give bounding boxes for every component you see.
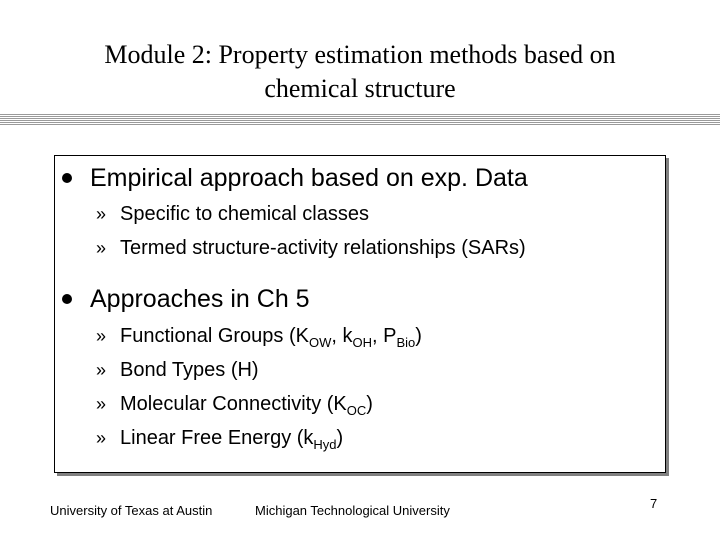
sub-bullet-marker-icon: » xyxy=(96,204,107,224)
sub-bullet-1-1: Specific to chemical classes xyxy=(120,203,369,225)
footer-left: University of Texas at Austin xyxy=(50,503,213,518)
bullet-2-text: Approaches in Ch 5 xyxy=(90,285,310,313)
sub-bullet-marker-icon: » xyxy=(96,326,107,346)
footer-center: Michigan Technological University xyxy=(255,503,450,518)
title-line-2: chemical structure xyxy=(264,74,456,103)
bullet-dot-icon xyxy=(62,173,72,183)
bullet-dot-icon xyxy=(62,294,72,304)
sub-bullet-2-2: Bond Types (H) xyxy=(120,359,259,381)
sub-bullet-2-1: Functional Groups ($K_{OW}$, $k_{OH}$, $P_{Bio}$) xyxy=(120,325,422,350)
sub-bullet-2-4: Linear Free Energy $(k_{Hyd})$ xyxy=(120,427,344,452)
title-line-1: Module 2: Property estimation methods based on xyxy=(104,40,616,69)
sub-bullet-marker-icon: » xyxy=(96,360,107,380)
sub-bullet-marker-icon: » xyxy=(96,394,107,414)
sub-bullet-marker-icon: » xyxy=(96,238,107,258)
sub-bullet-2-3: Molecular Connectivity $(K_{OC})$ xyxy=(120,393,373,418)
bullet-1-text: Empirical approach based on exp. Data xyxy=(90,164,528,192)
sub-bullet-marker-icon: » xyxy=(96,428,107,448)
sub-bullet-1-2: Termed structure-activity relationships (SARs) xyxy=(120,237,526,259)
page-number: 7 xyxy=(650,496,658,511)
slide-title xyxy=(40,38,680,106)
title-divider xyxy=(0,114,720,126)
